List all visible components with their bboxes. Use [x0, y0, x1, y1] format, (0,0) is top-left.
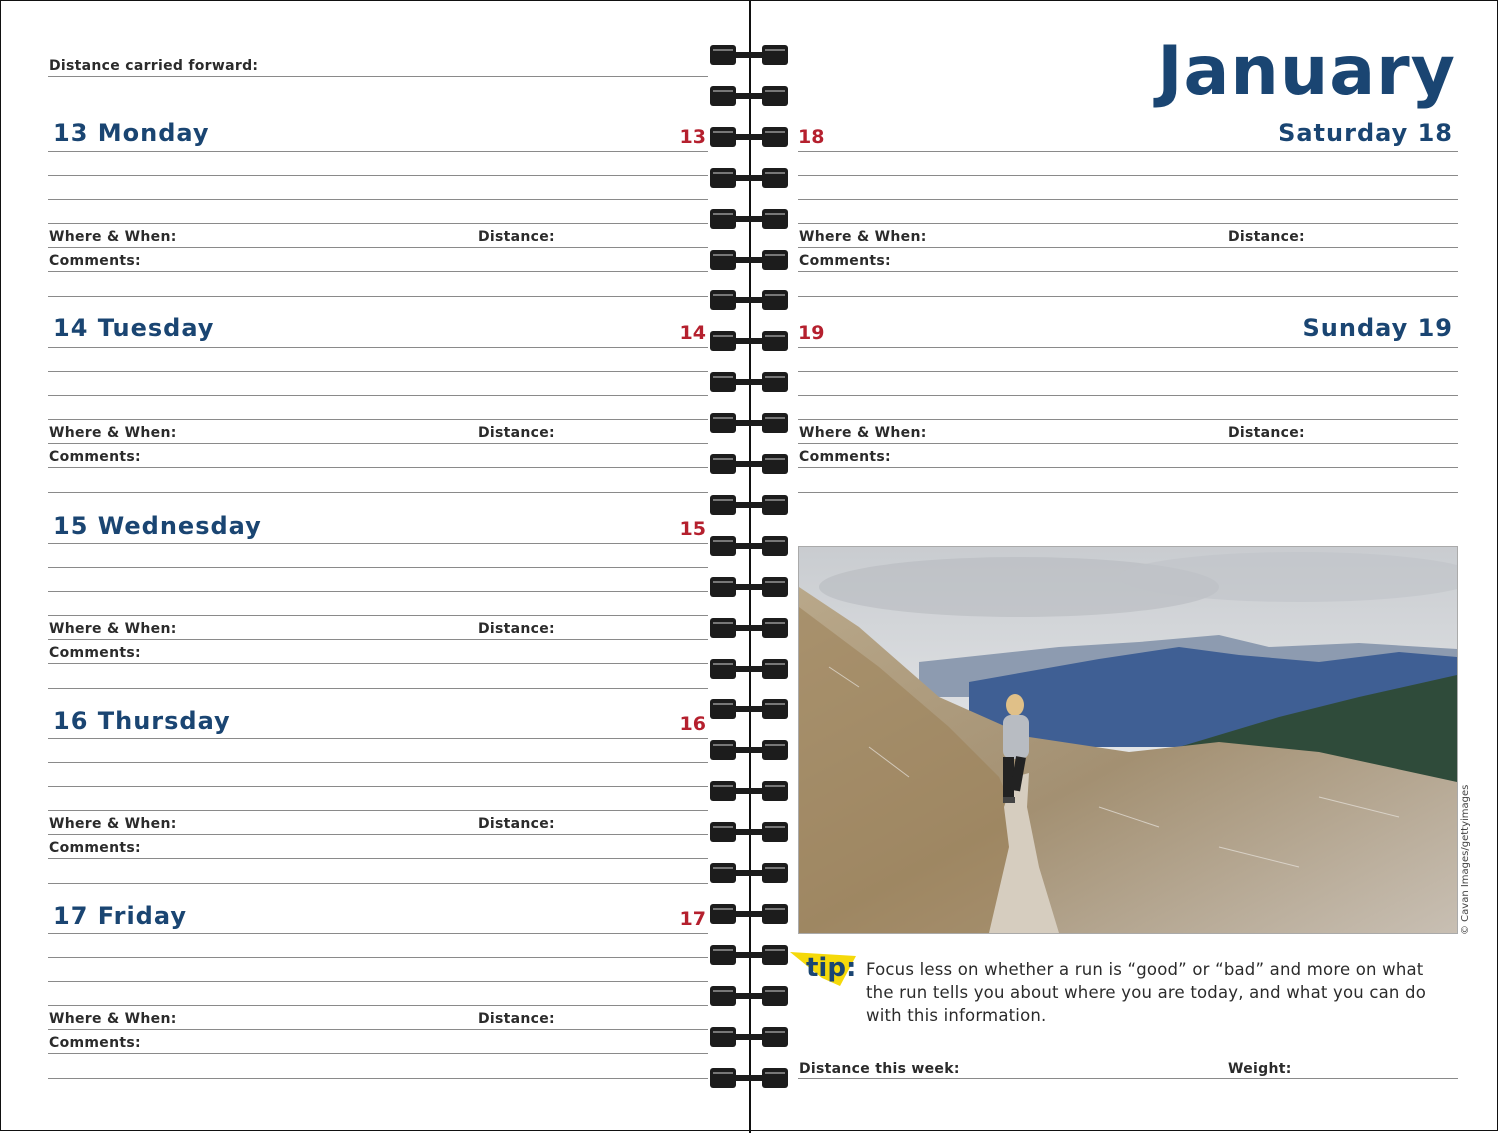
distance-label: Distance:: [1228, 229, 1305, 245]
distance-label: Distance:: [478, 816, 555, 832]
left-page: [48, 0, 708, 1133]
spiral-ring: [710, 86, 788, 106]
spiral-ring: [710, 1068, 788, 1088]
rule: [48, 76, 708, 77]
where-when-label: Where & When:: [49, 425, 177, 441]
day-title: 15 Wednesday: [53, 512, 262, 540]
day-number: 15: [679, 518, 706, 540]
spiral-ring: [710, 904, 788, 924]
distance-label: Distance:: [478, 425, 555, 441]
where-when-label: Where & When:: [799, 229, 927, 245]
where-when-label: Where & When:: [49, 229, 177, 245]
spiral-ring: [710, 659, 788, 679]
spiral-ring: [710, 331, 788, 351]
tip-badge-text: tip:: [806, 953, 857, 983]
spiral-ring: [710, 413, 788, 433]
day-title: 14 Tuesday: [53, 314, 215, 342]
day-number: 14: [679, 322, 706, 344]
where-when-label: Where & When:: [49, 816, 177, 832]
spiral-ring: [710, 740, 788, 760]
day-number: 18: [798, 126, 825, 148]
where-when-label: Where & When:: [49, 1011, 177, 1027]
day-number: 17: [679, 908, 706, 930]
spiral-ring: [710, 290, 788, 310]
distance-label: Distance:: [478, 621, 555, 637]
runner-mountain-photo: [798, 546, 1458, 934]
spiral-ring: [710, 168, 788, 188]
tip-text: Focus less on whether a run is “good” or “bad” and more on what the run tells you about where you are today, and what you can do with this information.: [866, 960, 1427, 1025]
day-title: 17 Friday: [53, 902, 187, 930]
spiral-ring: [710, 495, 788, 515]
spiral-ring: [710, 209, 788, 229]
spiral-ring: [710, 1027, 788, 1047]
month-title: January: [1157, 32, 1456, 111]
comments-label: Comments:: [49, 449, 141, 465]
where-when-label: Where & When:: [49, 621, 177, 637]
comments-label: Comments:: [799, 253, 891, 269]
day-number: 16: [679, 713, 706, 735]
where-when-label: Where & When:: [799, 425, 927, 441]
spiral-ring: [710, 372, 788, 392]
day-title: Saturday 18: [1278, 119, 1453, 147]
spiral-ring: [710, 45, 788, 65]
day-title: Sunday 19: [1302, 314, 1453, 342]
spiral-ring: [710, 536, 788, 556]
spiral-ring: [710, 863, 788, 883]
comments-label: Comments:: [49, 1035, 141, 1051]
distance-label: Distance:: [478, 229, 555, 245]
distance-label: Distance:: [1228, 425, 1305, 441]
spiral-ring: [710, 454, 788, 474]
comments-label: Comments:: [799, 449, 891, 465]
distance-label: Distance:: [478, 1011, 555, 1027]
day-number: 13: [679, 126, 706, 148]
day-title: 13 Monday: [53, 119, 210, 147]
comments-label: Comments:: [49, 840, 141, 856]
distance-this-week-label: Distance this week:: [799, 1061, 960, 1077]
spiral-ring: [710, 945, 788, 965]
spiral-ring: [710, 781, 788, 801]
tip-badge: [788, 950, 858, 990]
spiral-ring: [710, 822, 788, 842]
spiral-ring: [710, 127, 788, 147]
spiral-ring: [710, 699, 788, 719]
spiral-ring: [710, 618, 788, 638]
carried-forward-label: Distance carried forward:: [49, 58, 259, 74]
day-title: 16 Thursday: [53, 707, 231, 735]
spiral-ring: [710, 986, 788, 1006]
spiral-ring: [710, 577, 788, 597]
day-number: 19: [798, 322, 825, 344]
right-page: [798, 0, 1458, 1133]
comments-label: Comments:: [49, 253, 141, 269]
spiral-ring: [710, 250, 788, 270]
comments-label: Comments:: [49, 645, 141, 661]
photo-credit: © Cavan Images/gettyimages: [1460, 784, 1471, 935]
weight-label: Weight:: [1228, 1061, 1292, 1077]
